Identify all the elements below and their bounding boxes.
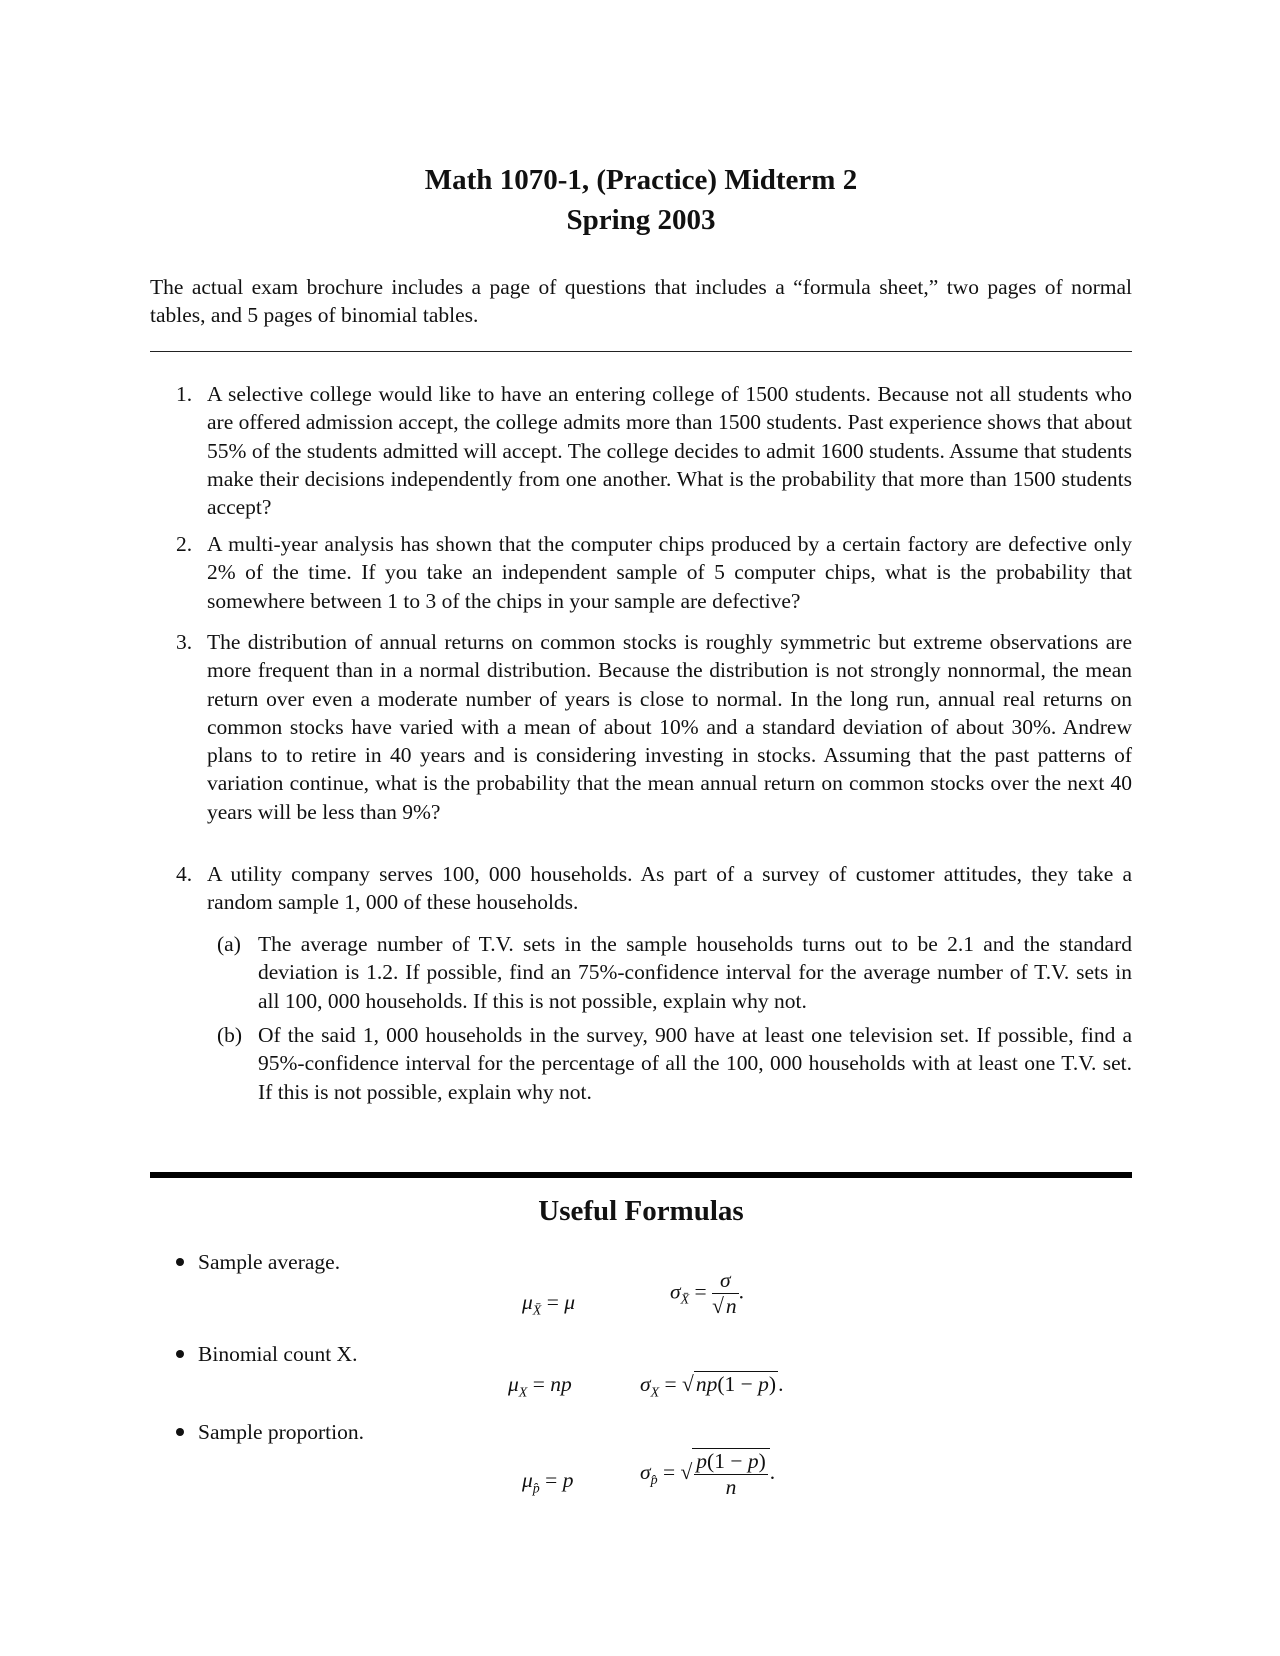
formula-label: Binomial count X. (198, 1342, 358, 1366)
question-4a (207, 930, 1132, 1015)
formula-item-sample-average (176, 1250, 340, 1275)
question-text: A multi-year analysis has shown that the computer chips produced by a certain factory are defective only 2% of the time. If you take an independent sample of 5 computer chips, what is the probability that somewhere between 1 to 3 of the chips in your sample are defective? (207, 532, 1132, 613)
question-2 (150, 530, 1132, 615)
formula-sd-sample-average: $\sigma_{X̄}$ = $\frac{\sigma}{√n}$ . (670, 1268, 744, 1318)
question-number: 2. (176, 532, 193, 556)
bullet-icon (176, 1350, 184, 1358)
intro-paragraph: The actual exam brochure includes a page of questions that includes a “formula sheet,” two pages of normal tables, and 5 pages of binomial tables. (150, 275, 1132, 327)
question-1 (150, 380, 1132, 521)
question-4 (150, 860, 1132, 917)
question-4b (207, 1021, 1132, 1106)
title-line-1: Math 1070-1, (Practice) Midterm 2 (424, 164, 858, 196)
question-number: 4. (176, 862, 193, 886)
formula-mean-proportion: $\mu_{p̂} = p$ (522, 1468, 574, 1497)
question-text: A utility company serves 100, 000 households. As part of a survey of customer attitudes, they take a random sample 1, 000 of these households. (207, 862, 1132, 915)
bullet-icon (176, 1428, 184, 1436)
part-text: Of the said 1, 000 households in the survey, 900 have at least one television set. If possible, find a 95%-confidence interval for the percentage of all the 100, 000 households with at least one T.V. set. If this is not possible, explain why not. (258, 1023, 1132, 1104)
formulas-heading: Useful Formulas (538, 1195, 744, 1227)
thick-divider (150, 1172, 1132, 1178)
question-text: A selective college would like to have an entering college of 1500 students. Because not all students who are offered admission accept, the college admits more than 1500 students. Past experience shows that about 55% of the students admitted will accept. The college decides to admit 1600 students. Assume that students make their decisions independently from one another. What is the probability that more than 1500 students accept? (207, 382, 1132, 520)
question-number: 1. (176, 382, 193, 406)
question-3 (150, 628, 1132, 826)
formula-item-binomial-count (176, 1342, 357, 1367)
part-label: (a) (217, 932, 241, 956)
formula-sd-binomial: $\sigma_X = √np(1 - p)$. (640, 1372, 784, 1401)
question-number: 3. (176, 630, 193, 654)
page-title (150, 160, 1132, 240)
question-text: The distribution of annual returns on common stocks is roughly symmetric but extreme observations are more frequent than in a normal distribution. Because the distribution is not strongly nonnormal, the mean return over even a moderate number of years is close to normal. In the long run, annual real returns on common stocks have varied with a mean of about 10% and a standard deviation of about 30%. Andrew plans to to retire in 40 years and is considering investing in stocks. Assuming that the past patterns of variation continue, what is the probability that the mean annual return on common stocks over the next 40 years will be less than 9%? (207, 630, 1132, 824)
part-text: The average number of T.V. sets in the sample households turns out to be 2.1 and the standard deviation is 1.2. If possible, find an 75%-confidence interval for the average number of T.V. sets in all 100, 000 households. If this is not possible, explain why not. (258, 932, 1132, 1013)
formula-sd-proportion: $\sigma_{p̂}$ = √ $\frac{p(1 - p)}{n}$ . (640, 1449, 776, 1499)
formula-mean-sample-average: $\mu_{X̄} = \mu$ (522, 1290, 576, 1319)
divider (150, 351, 1132, 352)
formula-mean-binomial: $\mu_X$ = np (508, 1372, 572, 1401)
title-line-2: Spring 2003 (566, 204, 716, 236)
formula-label: Sample average. (198, 1250, 341, 1274)
formula-item-sample-proportion (176, 1420, 364, 1445)
part-label: (b) (217, 1023, 243, 1047)
bullet-icon (176, 1258, 184, 1266)
formula-label: Sample proportion. (198, 1420, 365, 1444)
